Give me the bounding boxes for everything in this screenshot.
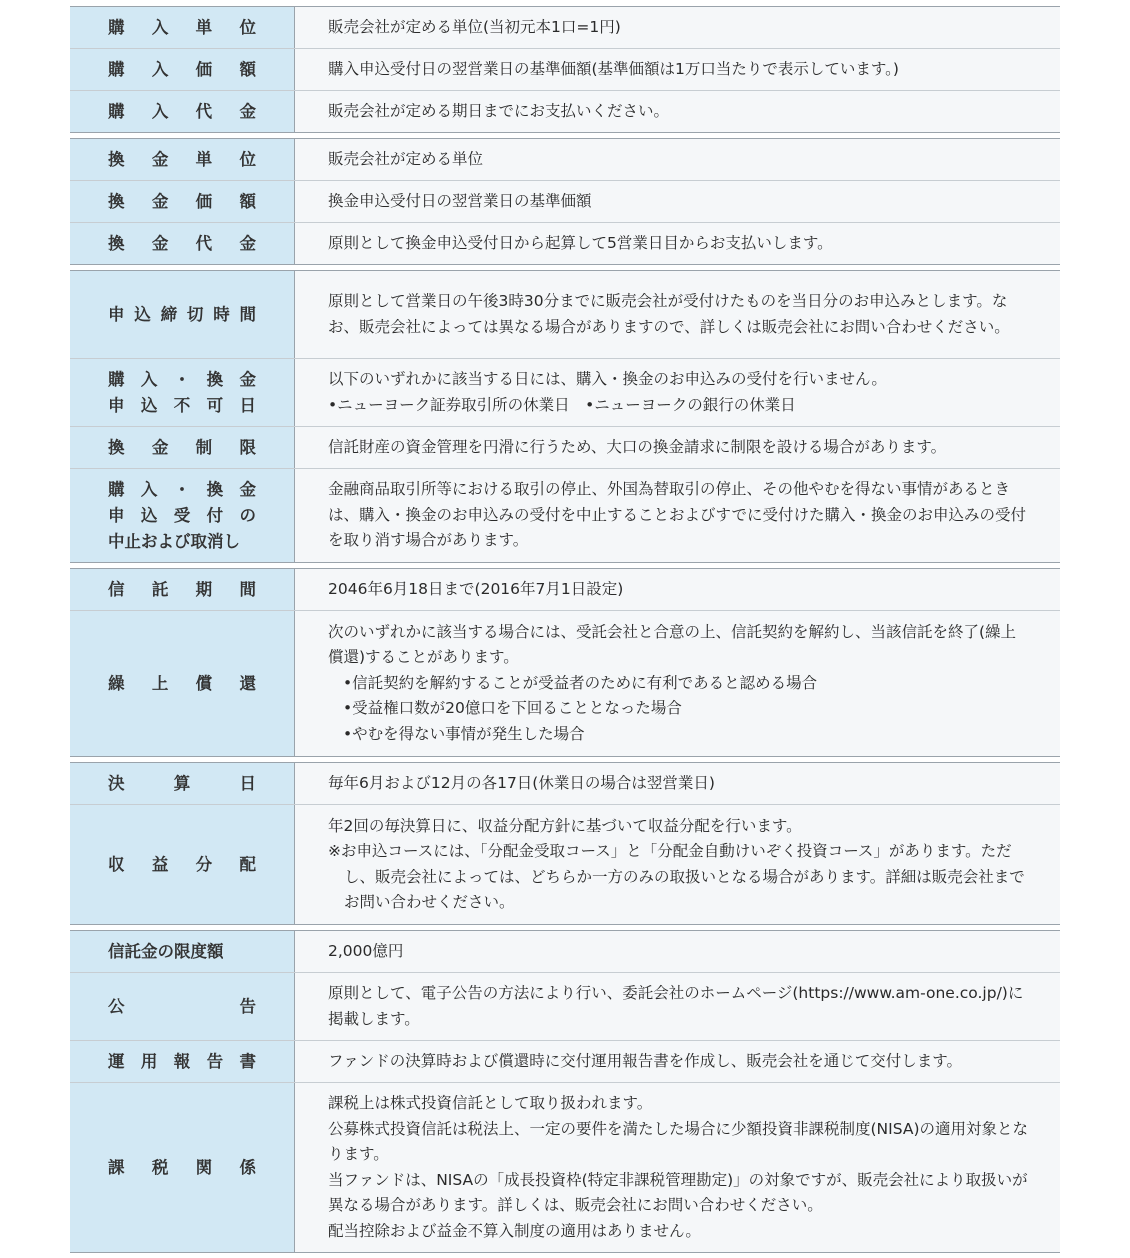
table-section (70, 568, 1060, 757)
row-value (295, 181, 1060, 222)
row-label-line: 申 込 締 切 時 間 (108, 304, 256, 324)
row-label-line: 信 託 期 間 (108, 579, 256, 599)
row-value (295, 763, 1060, 804)
value-text: 当ファンドは、NISAの「成長投資枠(特定非課税管理勘定)」の対象ですが、販売会社により取扱いが異なる場合があります。詳しくは、販売会社にお問い合わせください。 (328, 1170, 1028, 1214)
row-value (295, 973, 1060, 1040)
table-section (70, 930, 1060, 1253)
row-label (70, 91, 295, 132)
row-value (295, 427, 1060, 468)
value-text: 配当控除および益金不算入制度の適用はありません。 (328, 1221, 701, 1240)
row-value (295, 931, 1060, 972)
table-row (70, 180, 1060, 222)
value-text: 原則として換金申込受付日から起算して5営業日目からお支払いします。 (328, 233, 833, 252)
value-text: 金融商品取引所等における取引の停止、外国為替取引の停止、その他やむを得ない事情があるときは、購入・換金のお申込みの受付を中止することおよびすでに受付けた購入・換金のお申込みの受付を取り消す場合があります。 (328, 480, 1026, 550)
value-text: 販売会社が定める単位 (328, 149, 484, 168)
value-note: ※お申込コースには、「分配金受取コース」と「分配金自動けいぞく投資コース」があります。ただし、販売会社によっては、どちらか一方のみの取扱いとなる場合があります。詳細は販売会社までお問い合わせください。 (328, 842, 1025, 911)
table-row (70, 763, 1060, 804)
value-text: 以下のいずれかに該当する日には、購入・換金のお申込みの受付を行いません。 (328, 370, 887, 388)
table-row (70, 358, 1060, 426)
value-bullet: •信託契約を解約することが受益者のために有利であると認める場合 (343, 673, 818, 692)
row-label (70, 469, 295, 562)
row-value (295, 139, 1060, 180)
row-label (70, 181, 295, 222)
table-row (70, 90, 1060, 132)
row-value (295, 569, 1060, 610)
row-label (70, 139, 295, 180)
row-value (295, 7, 1060, 48)
value-text: 2046年6月18日まで(2016年7月1日設定) (328, 579, 624, 598)
table-row (70, 7, 1060, 48)
row-label (70, 49, 295, 90)
row-label (70, 1041, 295, 1082)
value-text: 購入申込受付日の翌営業日の基準価額(基準価額は1万口当たりで表示しています。) (328, 59, 899, 78)
value-text: •ニューヨーク証券取引所の休業日 •ニューヨークの銀行の休業日 (328, 395, 796, 414)
table-row (70, 48, 1060, 90)
table-row (70, 139, 1060, 180)
value-text: ファンドの決算時および償還時に交付運用報告書を作成し、販売会社を通じて交付します。 (328, 1051, 962, 1070)
row-label-line: 申 込 不 可 日 (108, 395, 256, 415)
row-label (70, 611, 295, 756)
table-row (70, 1040, 1060, 1082)
row-label (70, 223, 295, 264)
row-label (70, 427, 295, 468)
row-label-line: 購 入 代 金 (108, 101, 256, 121)
row-value (295, 223, 1060, 264)
row-label-line: 購 入 ・ 換 金 (108, 369, 256, 389)
row-value (295, 271, 1060, 358)
table-row (70, 972, 1060, 1040)
row-value (295, 1041, 1060, 1082)
table-row (70, 804, 1060, 924)
value-text: 換金申込受付日の翌営業日の基準価額 (328, 191, 592, 210)
table-section (70, 270, 1060, 563)
row-label-line: 換 金 制 限 (108, 437, 256, 457)
row-label-line: 換 金 価 額 (108, 191, 256, 211)
table-row (70, 426, 1060, 468)
value-text: 2,000億円 (328, 941, 404, 960)
value-bullet: •受益権口数が20億口を下回ることとなった場合 (343, 699, 682, 718)
row-label (70, 973, 295, 1040)
row-label-line: 購 入 ・ 換 金 (108, 479, 256, 499)
value-text: 販売会社が定める期日までにお支払いください。 (328, 101, 670, 120)
row-label (70, 763, 295, 804)
value-bullet: •やむを得ない事情が発生した場合 (343, 724, 585, 743)
value-text: 次のいずれかに該当する場合には、受託会社と合意の上、信託契約を解約し、当該信託を終了(繰上償還)することがあります。 (328, 622, 1017, 667)
row-value (295, 49, 1060, 90)
table-row (70, 222, 1060, 264)
row-label-line: 課 税 関 係 (108, 1157, 256, 1177)
row-label (70, 805, 295, 924)
row-label-line: 運 用 報 告 書 (108, 1051, 256, 1071)
row-label-line: 購 入 単 位 (108, 17, 256, 37)
row-label (70, 569, 295, 610)
row-label-line: 収 益 分 配 (108, 854, 256, 874)
row-label-line: 購 入 価 額 (108, 59, 256, 79)
row-value (295, 469, 1060, 562)
table-row (70, 931, 1060, 972)
value-text: 原則として、電子公告の方法により行い、委託会社のホームページ(https://www.am-one.co.jp/)に掲載します。 (328, 984, 1024, 1028)
row-label-line: 繰 上 償 還 (108, 673, 256, 693)
row-value (295, 91, 1060, 132)
row-label-line: 信託金の限度額 (108, 941, 224, 961)
row-label-line: 公 告 (108, 996, 256, 1016)
row-label-line: 中止および取消し (108, 531, 240, 551)
value-text: 課税上は株式投資信託として取り扱われます。 (328, 1094, 653, 1112)
value-text: 原則として営業日の午後3時30分までに販売会社が受付けたものを当日分のお申込みとします。なお、販売会社によっては異なる場合がありますので、詳しくは販売会社にお問い合わせください。 (328, 292, 1010, 336)
row-value (295, 1083, 1060, 1252)
row-value (295, 805, 1060, 924)
value-text: 年2回の毎決算日に、収益分配方針に基づいて収益分配を行います。 (328, 816, 802, 835)
row-label-line: 換 金 代 金 (108, 233, 256, 253)
row-label (70, 931, 295, 972)
row-value (295, 611, 1060, 756)
table-section (70, 138, 1060, 265)
row-label (70, 359, 295, 426)
row-label-line: 換 金 単 位 (108, 149, 256, 169)
table-row (70, 271, 1060, 358)
table-section (70, 762, 1060, 925)
value-text: 販売会社が定める単位(当初元本1口=1円) (328, 17, 621, 36)
table-row (70, 468, 1060, 562)
value-text: 信託財産の資金管理を円滑に行うため、大口の換金請求に制限を設ける場合があります。 (328, 437, 947, 456)
table-section (70, 6, 1060, 133)
row-label (70, 7, 295, 48)
fund-terms-table (70, 6, 1060, 1258)
value-text: 公募株式投資信託は税法上、一定の要件を満たした場合に少額投資非課税制度(NISA)の適用対象となります。 (328, 1119, 1028, 1163)
row-label (70, 1083, 295, 1252)
row-label (70, 271, 295, 358)
row-label-line: 申 込 受 付 の (108, 505, 256, 525)
table-row (70, 1082, 1060, 1252)
row-label-line: 決 算 日 (108, 773, 256, 793)
row-value (295, 359, 1060, 426)
value-text: 毎年6月および12月の各17日(休業日の場合は翌営業日) (328, 773, 715, 792)
table-row (70, 610, 1060, 756)
table-row (70, 569, 1060, 610)
